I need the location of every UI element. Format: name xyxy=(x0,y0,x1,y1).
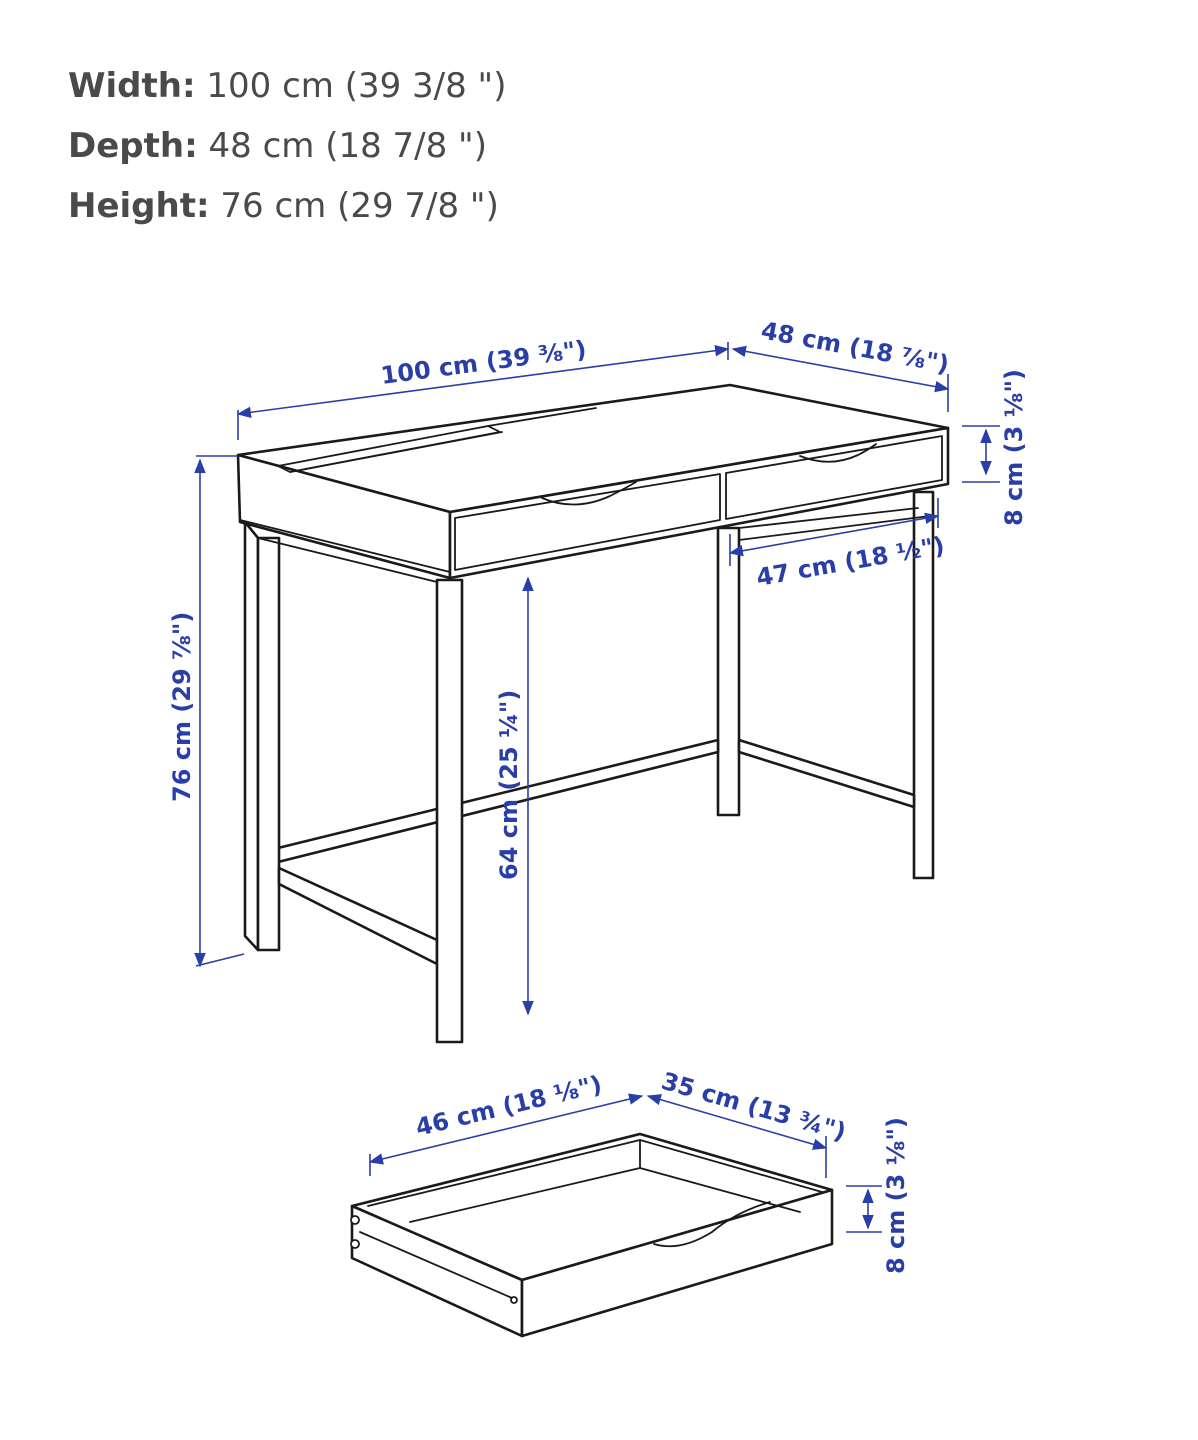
leg-clearance-label: 64 cm (25 ¼") xyxy=(495,689,523,880)
drawer-height-label: 8 cm (3 ⅛") xyxy=(882,1117,910,1274)
spec-depth-value: 48 cm (18 7/8 ") xyxy=(208,126,487,166)
apron-right-lower xyxy=(739,516,930,540)
leg-front-left xyxy=(245,522,279,950)
top-thickness-label: 8 cm (3 ⅛") xyxy=(1000,369,1028,526)
spec-height-value: 76 cm (29 7/8 ") xyxy=(220,186,499,226)
spec-height-label: Height: xyxy=(68,186,210,226)
desk-depth-label: 48 cm (18 ⅞") xyxy=(758,316,952,379)
rail-right-bottom xyxy=(739,740,914,807)
drawer-drawing xyxy=(351,1134,832,1336)
drawer-screw-icon xyxy=(351,1216,359,1224)
leg-back-left xyxy=(718,528,739,815)
drawer-screw-icon xyxy=(351,1240,359,1248)
spec-depth-label: Depth: xyxy=(68,126,198,166)
drawer-rivet-icon xyxy=(511,1297,517,1303)
desk-drawing xyxy=(238,385,948,1042)
leg-front-center xyxy=(437,580,462,1042)
drawer-opening-label: 47 cm (18 ½") xyxy=(754,531,947,592)
rail-left-bottom xyxy=(279,868,437,964)
desk-height-label: 76 cm (29 ⅞") xyxy=(168,611,196,802)
drawer-width-label: 46 cm (18 ⅛") xyxy=(412,1070,605,1142)
spec-width-value: 100 cm (39 3/8 ") xyxy=(206,66,507,106)
desk-width-label: 100 cm (39 ⅜") xyxy=(379,335,589,390)
spec-width-label: Width: xyxy=(68,66,196,106)
drawer-depth-label: 35 cm (13 ¾") xyxy=(658,1066,850,1147)
